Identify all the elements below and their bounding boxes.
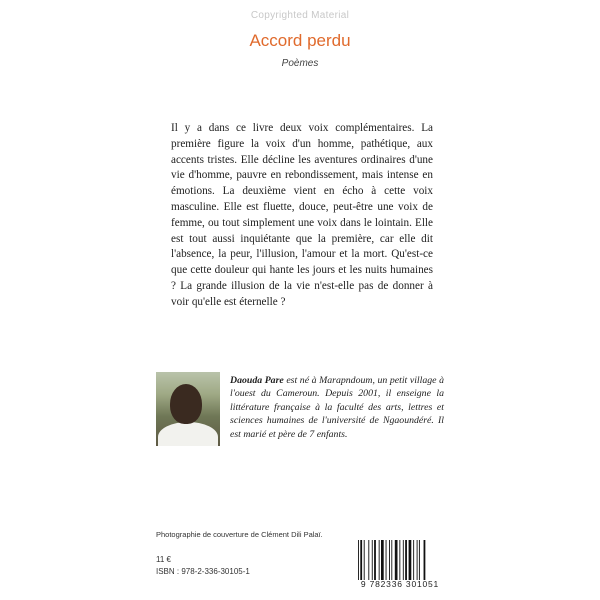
isbn: ISBN : 978-2-336-30105-1 [156, 567, 250, 576]
back-cover-blurb: Il y a dans ce livre deux voix complémentaires. La première figure la voix d'un homme, pathétique, aux accents tristes. Elle décline les aventures ordinaires d'une vie d'homme, pauvre en rebondissement, mais intense en émotions. La deuxième vient en écho à cette voix masculine. Elle est fluette, douce, peut-être une voix de femme, ou tout simplement une voix dans le lointain. Elle est tout aussi inquiétante que la première, car elle dit l'absence, la peur, l'illusion, l'amour et la mort. Qu'est-ce que cette douleur qui hante les jours et les nuits humaines ? La grande illusion de la vie n'est-elle pas de donner à voir qu'elle est éternelle ? [171, 122, 433, 308]
author-photo-face [170, 384, 202, 424]
book-subtitle: Poèmes [281, 58, 319, 69]
book-title: Accord perdu [249, 31, 351, 50]
copyright-watermark: Copyrighted Material [250, 10, 350, 21]
barcode [356, 540, 456, 580]
price: 11 € [156, 555, 171, 564]
barcode-digits: 9 782336 301051 [360, 579, 440, 589]
author-bio [230, 374, 444, 441]
author-photo [156, 372, 220, 446]
author-photo-shirt [158, 422, 218, 446]
author-name: Daouda Pare [230, 375, 284, 386]
author-bio-text: est né à Marapndoum, un petit village à l'ouest du Cameroun. Depuis 2001, il enseigne la littérature française à la faculté des arts, lettres et sciences humaines de l'université de Ngaoundéré. Il est marié et père de 7 enfants. [230, 375, 444, 440]
cover-photo-credit: Photographie de couverture de Clément Dili Palaï. [156, 530, 323, 539]
